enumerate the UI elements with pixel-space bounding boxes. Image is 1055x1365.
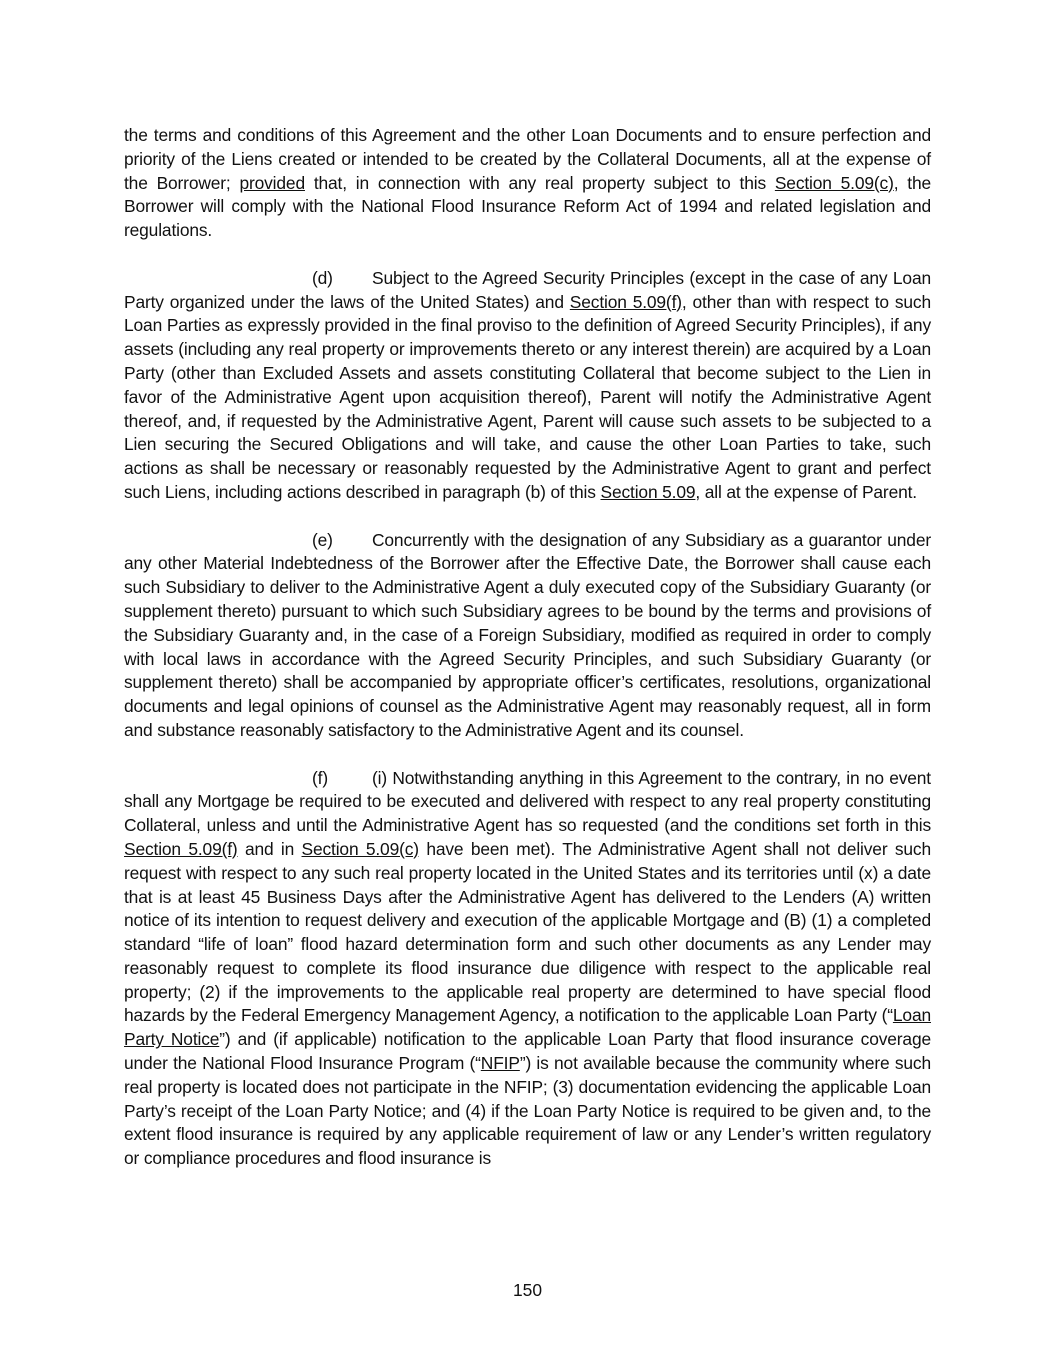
section-reference: Section 5.09(c) xyxy=(774,172,894,193)
text-run: and in xyxy=(237,838,302,859)
defined-term-loan-party-notice: Loan Party Notice xyxy=(124,1005,931,1050)
paragraph-e xyxy=(124,529,931,743)
section-reference: Section 5.09(c) xyxy=(301,838,419,859)
text-run: that, in connection with any real property subject to this xyxy=(304,172,775,193)
paragraph-d xyxy=(124,267,931,505)
text-run: have been met). The Administrative Agent shall not deliver such request with respect to any such real property located in the United States and its territories until (x) a date that is at least 45 Business Days after the Administrative Agent has delivered to the Lenders (A) written notice of its intention to request delivery and execution of the applicable Mortgage and (B) (1) a completed standard “life of loan” flood hazard determination form and such other documents as any Lender may reasonably request to complete its flood insurance due diligence with respect to the applicable real property; (2) if the improvements to the applicable real property are determined to have special flood hazards by the Federal Emergency Management Agency, a notification to the applicable Loan Party (“ xyxy=(124,838,931,1026)
section-reference: Section 5.09(f) xyxy=(569,291,682,312)
paragraph-continuation xyxy=(124,124,931,243)
text-run: , all at the expense of Parent. xyxy=(695,481,917,502)
paragraph-label-e: (e) xyxy=(312,529,333,550)
paragraph-label-f: (f) xyxy=(312,767,328,788)
text-run: , the Borrower will comply with the National Flood Insurance Reform Act of 1994 and related legislation and regulations. xyxy=(124,172,932,241)
text-run: ”) is not available because the community where such real property is located does not participate in the NFIP; (3) documentation evidencing the applicable Loan Party’s receipt of the Loan Party Notice; and (4) if the Loan Party Notice is required to be given and, to the extent flood insurance is required by any applicable requirement of law or any Lender’s written regulatory or compliance procedures and flood insurance is xyxy=(124,1053,931,1169)
text-run: , other than with respect to such Loan Parties as expressly provided in the final proviso to the definition of Agreed Security Principles), if any assets (including any real property or improvements thereto or any interest therein) are acquired by a Loan Party (other than Excluded Assets and assets constituting Collateral that become subject to the Lien in favor of the Administrative Agent upon acquisition thereof), Parent will notify the Administrative Agent thereof, and, if requested by the Administrative Agent, Parent will cause such assets to be subjected to a Lien securing the Secured Obligations and will take, and cause the other Loan Parties to take, such actions as shall be necessary or reasonably requested by the Administrative Agent to grant and perfect such Liens, including actions described in paragraph (b) of this xyxy=(124,291,931,502)
section-reference: Section 5.09(f) xyxy=(124,838,238,859)
subparagraph-label-i: (i) xyxy=(372,767,387,788)
text-run: Concurrently with the designation of any Subsidiary as a guarantor under any other Material Indebtedness of the Borrower after the Effective Date, the Borrower shall cause each such Subsidiary to deliver to the Administrative Agent a duly executed copy of the Subsidiary Guaranty (or supplement thereto) pursuant to which such Subsidiary agrees to be bound by the terms and provisions of the Subsidiary Guaranty and, in the case of a Foreign Subsidiary, modified as required in order to comply with local laws in accordance with the Agreed Security Principles, and such Subsidiary Guaranty (or supplement thereto) shall be accompanied by appropriate officer’s certificates, resolutions, organizational documents and legal opinions of counsel as the Administrative Agent may reasonably request, all in form and substance reasonably satisfactory to the Administrative Agent and its counsel. xyxy=(124,529,931,740)
text-run: Notwithstanding anything in this Agreement to the contrary, in no event shall any Mortgage be required to be executed and delivered with respect to any real property constituting Collateral, unless and until the Administrative Agent has so requested (and the conditions set forth in this xyxy=(124,767,931,836)
text-run: ”) and (if applicable) notification to the applicable Loan Party that flood insurance coverage under the National Flood Insurance Program (“ xyxy=(124,1029,931,1074)
defined-term-nfip: NFIP xyxy=(480,1053,520,1074)
paragraph-label-d: (d) xyxy=(312,267,333,288)
text-run: Subject to the Agreed Security Principles (except in the case of any Loan Party organized under the laws of the United States) and xyxy=(124,267,931,312)
defined-term-provided: provided xyxy=(239,172,305,193)
document-body xyxy=(124,124,931,1171)
section-reference: Section 5.09 xyxy=(600,481,696,502)
text-run: the terms and conditions of this Agreement and the other Loan Documents and to ensure perfection and priority of the Liens created or intended to be created by the Collateral Documents, all at the expense of the Borrower; xyxy=(124,125,931,193)
page-number: 150 xyxy=(512,1280,542,1300)
paragraph-f xyxy=(124,767,931,1172)
